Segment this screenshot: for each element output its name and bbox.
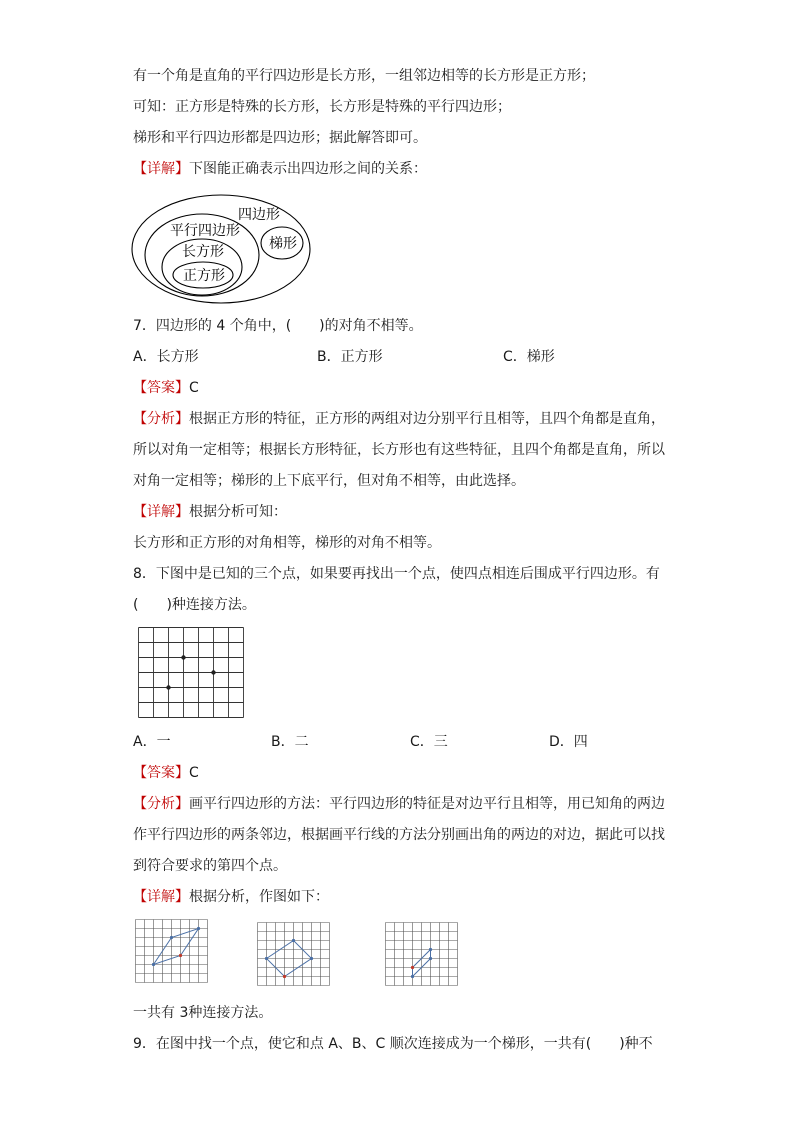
vertex-point <box>197 927 200 930</box>
q7-detail-line <box>133 502 287 522</box>
q7-analysis-line-1 <box>133 409 665 429</box>
given-point <box>166 685 170 689</box>
detail-tag: 【详解】 <box>133 161 189 177</box>
q8-answer: C <box>189 765 199 781</box>
q7-answer: C <box>189 380 199 396</box>
q8-option-b: B．二 <box>271 734 309 750</box>
q8-analysis-line-3: 到符合要求的第四个点。 <box>133 858 287 874</box>
answer-tag: 【答案】 <box>133 380 189 396</box>
vertex-point <box>429 957 432 960</box>
vertex-point <box>429 948 432 951</box>
given-point <box>181 655 185 659</box>
vertex-point <box>411 975 414 978</box>
q6-detail-text: 下图能正确表示出四边形之间的关系： <box>189 161 427 177</box>
venn-label-square: 正方形 <box>183 268 225 284</box>
q8-answer-line <box>133 763 199 783</box>
q8-detail-text: 根据分析，作图如下： <box>189 889 329 905</box>
q8-conclusion: 一共有 3种连接方法。 <box>133 1005 273 1021</box>
q7-answer-line <box>133 378 199 398</box>
q9-stem: 9．在图中找一个点，使它和点 A、B、C 顺次连接成为一个梯形，一共有( )种不 <box>133 1036 653 1052</box>
q7-detail-text: 根据分析可知： <box>189 504 287 520</box>
vertex-point <box>179 954 182 957</box>
intro-line-2: 可知：正方形是特殊的长方形，长方形是特殊的平行四边形； <box>133 99 511 115</box>
detail-tag: 【详解】 <box>133 889 189 905</box>
given-point <box>211 670 215 674</box>
intro-line-1: 有一个角是直角的平行四边形是长方形，一组邻边相等的长方形是正方形； <box>133 68 595 84</box>
q7-option-a: A．长方形 <box>133 349 199 365</box>
answer-tag: 【答案】 <box>133 765 189 781</box>
vertex-point <box>411 966 414 969</box>
q8-stem-line-2: ( )种连接方法。 <box>133 597 256 613</box>
venn-label-trapezoid: 梯形 <box>269 236 297 252</box>
venn-label-quadrilateral: 四边形 <box>238 207 280 223</box>
q8-solution-diagram-3 <box>385 922 461 988</box>
q8-detail-line <box>133 887 329 907</box>
venn-label-parallelogram: 平行四边形 <box>170 223 240 239</box>
q6-detail-line <box>133 159 427 179</box>
q8-solution-diagram-1 <box>135 919 211 985</box>
analysis-tag: 【分析】 <box>133 796 189 812</box>
q8-dot-grid <box>138 627 244 718</box>
q7-analysis-text-1: 根据正方形的特征，正方形的两组对边分别平行且相等，且四个角都是直角， <box>189 411 665 427</box>
vertex-point <box>283 975 286 978</box>
q7-option-b: B．正方形 <box>317 349 383 365</box>
detail-tag: 【详解】 <box>133 504 189 520</box>
q7-option-c: C．梯形 <box>503 349 555 365</box>
vertex-point <box>152 963 155 966</box>
vertex-point <box>265 957 268 960</box>
analysis-tag: 【分析】 <box>133 411 189 427</box>
vertex-point <box>292 939 295 942</box>
q7-stem: 7．四边形的 4 个角中，( )的对角不相等。 <box>133 318 423 334</box>
q8-option-a: A．一 <box>133 734 171 750</box>
vertex-point <box>170 936 173 939</box>
q8-stem-line-1: 8．下图中是已知的三个点，如果要再找出一个点，使四点相连后围成平行四边形。有 <box>133 566 660 582</box>
q8-option-c: C．三 <box>410 734 448 750</box>
q8-solution-diagram-2 <box>257 922 333 988</box>
vertex-point <box>310 957 313 960</box>
q7-analysis-line-2: 所以对角一定相等；根据长方形特征，长方形也有这些特征，且四个角都是直角，所以 <box>133 442 665 458</box>
venn-label-rectangle: 长方形 <box>182 244 224 260</box>
q7-analysis-line-3: 对角一定相等；梯形的上下底平行，但对角不相等，由此选择。 <box>133 473 525 489</box>
quadrilateral-venn-diagram <box>130 193 315 308</box>
q8-analysis-text-1: 画平行四边形的方法：平行四边形的特征是对边平行且相等，用已知角的两边 <box>189 796 665 812</box>
q8-analysis-line-2: 作平行四边形的两条邻边，根据画平行线的方法分别画出角的两边的对边，据此可以找 <box>133 827 665 843</box>
q8-option-d: D．四 <box>549 734 588 750</box>
q8-analysis-line-1 <box>133 794 665 814</box>
intro-line-3: 梯形和平行四边形都是四边形；据此解答即可。 <box>133 130 427 146</box>
q7-conclusion: 长方形和正方形的对角相等，梯形的对角不相等。 <box>133 535 441 551</box>
